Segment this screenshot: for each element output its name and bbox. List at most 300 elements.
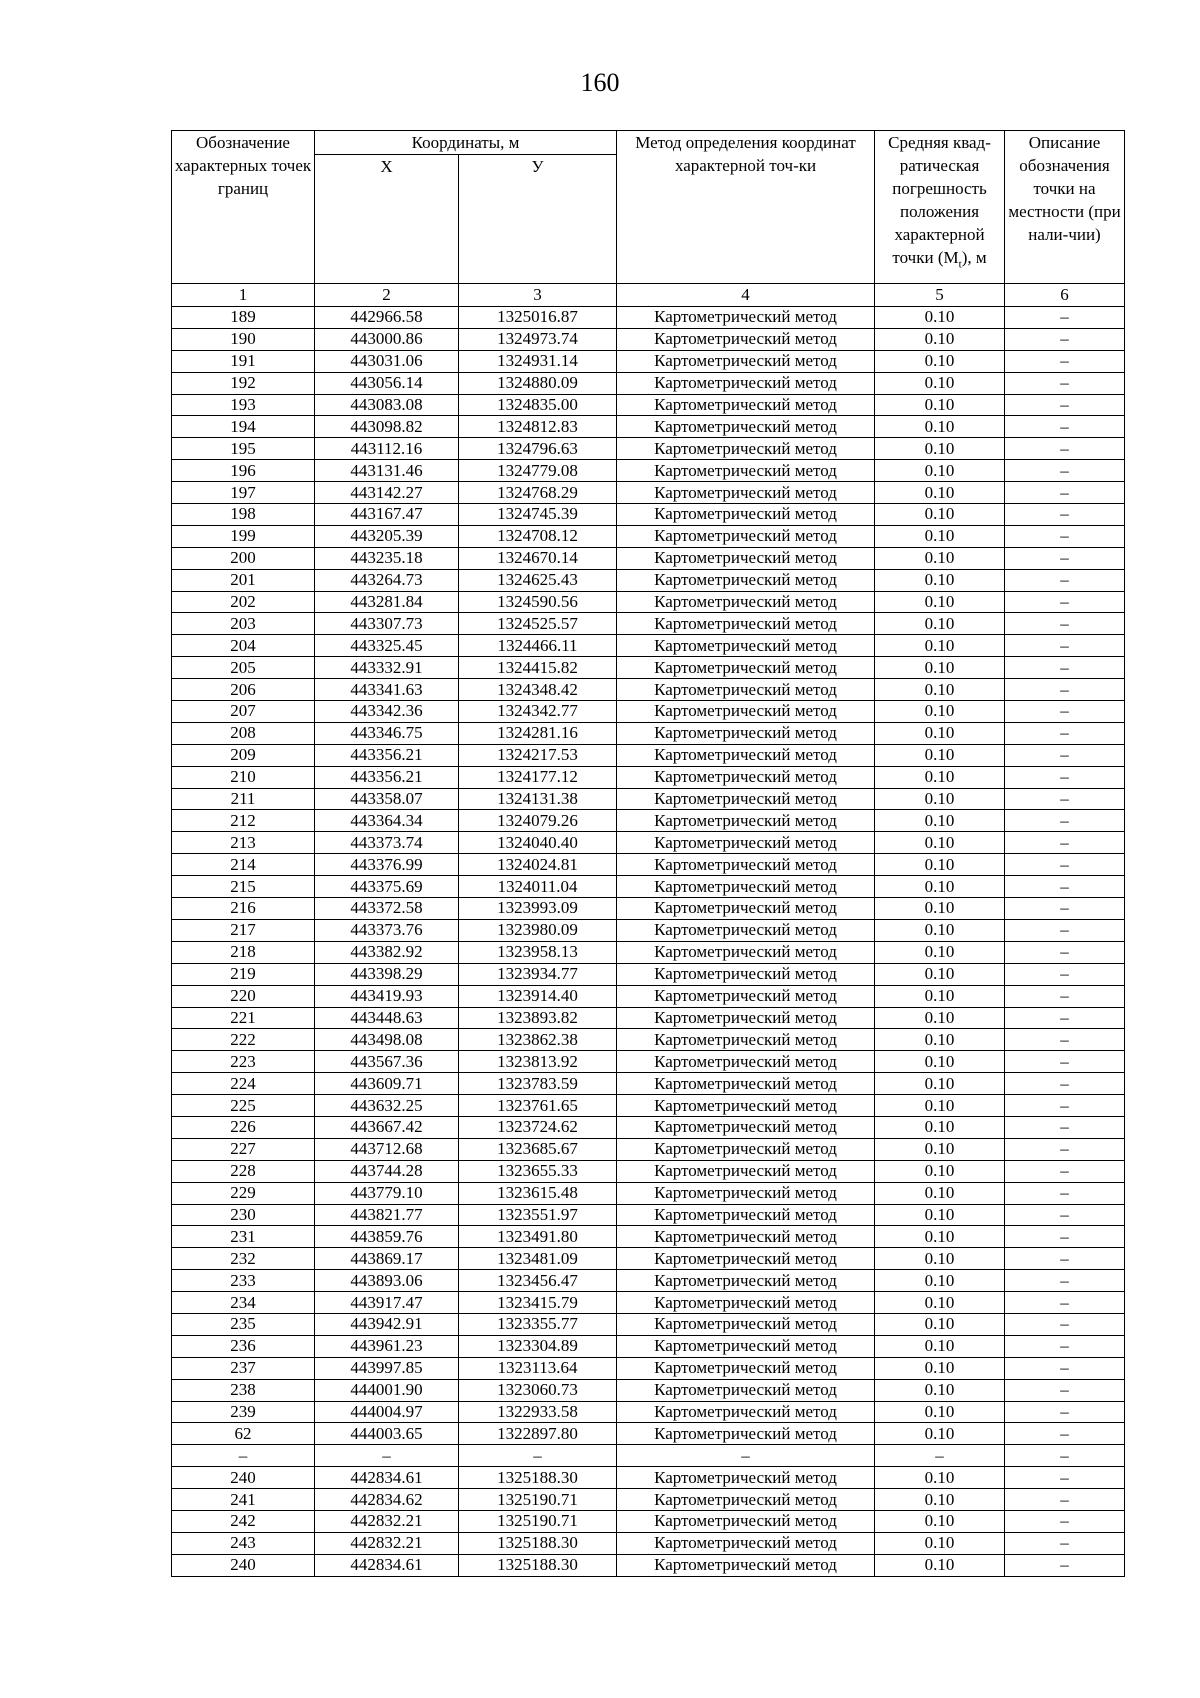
y-coordinate-cell: 1323980.09 xyxy=(459,919,617,941)
point-id-cell: 200 xyxy=(172,547,315,569)
table-row xyxy=(172,460,1125,482)
method-cell: Картометрический метод xyxy=(617,963,875,985)
point-id-cell: 216 xyxy=(172,898,315,920)
method-cell: Картометрический метод xyxy=(617,766,875,788)
table-row xyxy=(172,1510,1125,1532)
y-coordinate-cell: 1324768.29 xyxy=(459,482,617,504)
point-id-cell: 210 xyxy=(172,766,315,788)
method-cell: Картометрический метод xyxy=(617,657,875,679)
table-row xyxy=(172,1073,1125,1095)
description-cell: – xyxy=(1005,1073,1125,1095)
error-cell: 0.10 xyxy=(875,810,1005,832)
description-cell: – xyxy=(1005,766,1125,788)
y-coordinate-cell: 1324590.56 xyxy=(459,591,617,613)
description-cell: – xyxy=(1005,635,1125,657)
point-id-cell: 234 xyxy=(172,1292,315,1314)
error-cell: 0.10 xyxy=(875,1116,1005,1138)
point-id-cell: 211 xyxy=(172,788,315,810)
error-cell: 0.10 xyxy=(875,1357,1005,1379)
table-row xyxy=(172,1116,1125,1138)
table-row xyxy=(172,1160,1125,1182)
point-id-cell: 227 xyxy=(172,1138,315,1160)
error-cell: 0.10 xyxy=(875,1138,1005,1160)
x-coordinate-cell: 442834.62 xyxy=(315,1489,459,1511)
y-coordinate-cell: 1324670.14 xyxy=(459,547,617,569)
point-id-cell: 190 xyxy=(172,328,315,350)
description-cell: – xyxy=(1005,788,1125,810)
description-cell: – xyxy=(1005,613,1125,635)
point-id-cell: 243 xyxy=(172,1532,315,1554)
error-cell: 0.10 xyxy=(875,1073,1005,1095)
error-cell: 0.10 xyxy=(875,482,1005,504)
method-cell: Картометрический метод xyxy=(617,394,875,416)
method-cell: Картометрический метод xyxy=(617,1313,875,1335)
method-cell: Картометрический метод xyxy=(617,1138,875,1160)
y-coordinate-cell: 1323491.80 xyxy=(459,1226,617,1248)
x-coordinate-cell: 443448.63 xyxy=(315,1007,459,1029)
point-id-cell: 195 xyxy=(172,438,315,460)
error-cell: 0.10 xyxy=(875,635,1005,657)
x-coordinate-cell: 443744.28 xyxy=(315,1160,459,1182)
header-coordinates: Координаты, м xyxy=(315,131,617,155)
x-coordinate-cell: 444003.65 xyxy=(315,1423,459,1445)
y-coordinate-cell: 1322897.80 xyxy=(459,1423,617,1445)
error-cell: 0.10 xyxy=(875,1029,1005,1051)
x-coordinate-cell: 443000.86 xyxy=(315,328,459,350)
method-cell: Картометрический метод xyxy=(617,985,875,1007)
y-coordinate-cell: 1323655.33 xyxy=(459,1160,617,1182)
error-cell: 0.10 xyxy=(875,1335,1005,1357)
x-coordinate-cell: 443382.92 xyxy=(315,941,459,963)
method-cell: Картометрический метод xyxy=(617,504,875,526)
table-row xyxy=(172,657,1125,679)
y-coordinate-cell: 1324931.14 xyxy=(459,350,617,372)
point-id-cell: 207 xyxy=(172,701,315,723)
column-number: 1 xyxy=(172,284,315,307)
y-coordinate-cell: 1323481.09 xyxy=(459,1248,617,1270)
x-coordinate-cell: 443346.75 xyxy=(315,722,459,744)
header-mean-square-error xyxy=(875,131,1005,284)
error-cell: 0.10 xyxy=(875,1489,1005,1511)
table-row xyxy=(172,1335,1125,1357)
point-id-cell: 231 xyxy=(172,1226,315,1248)
error-cell: 0.10 xyxy=(875,1248,1005,1270)
table-row xyxy=(172,1423,1125,1445)
method-cell: Картометрический метод xyxy=(617,416,875,438)
error-cell: 0.10 xyxy=(875,504,1005,526)
table-row xyxy=(172,1357,1125,1379)
description-cell: – xyxy=(1005,328,1125,350)
y-coordinate-cell: 1324880.09 xyxy=(459,372,617,394)
table-row xyxy=(172,1182,1125,1204)
method-cell: Картометрический метод xyxy=(617,1532,875,1554)
x-coordinate-cell: 443567.36 xyxy=(315,1051,459,1073)
point-id-cell: 229 xyxy=(172,1182,315,1204)
method-cell: Картометрический метод xyxy=(617,1029,875,1051)
table-row xyxy=(172,1313,1125,1335)
table-row xyxy=(172,963,1125,985)
table-row xyxy=(172,635,1125,657)
x-coordinate-cell: 443667.42 xyxy=(315,1116,459,1138)
error-cell: 0.10 xyxy=(875,328,1005,350)
x-coordinate-cell: 443264.73 xyxy=(315,569,459,591)
method-cell: Картометрический метод xyxy=(617,372,875,394)
error-cell: 0.10 xyxy=(875,460,1005,482)
error-cell: 0.10 xyxy=(875,613,1005,635)
description-cell: – xyxy=(1005,1401,1125,1423)
header-mse-subscript: t xyxy=(958,258,962,271)
description-cell: – xyxy=(1005,416,1125,438)
x-coordinate-cell: 443398.29 xyxy=(315,963,459,985)
table-row xyxy=(172,1489,1125,1511)
description-cell: – xyxy=(1005,1226,1125,1248)
method-cell: Картометрический метод xyxy=(617,722,875,744)
x-coordinate-cell: 442834.61 xyxy=(315,1554,459,1576)
y-coordinate-cell: 1323304.89 xyxy=(459,1335,617,1357)
error-cell: 0.10 xyxy=(875,722,1005,744)
description-cell: – xyxy=(1005,744,1125,766)
x-coordinate-cell: 443859.76 xyxy=(315,1226,459,1248)
x-coordinate-cell: 443942.91 xyxy=(315,1313,459,1335)
x-coordinate-cell: 442832.21 xyxy=(315,1532,459,1554)
point-id-cell: 230 xyxy=(172,1204,315,1226)
description-cell: – xyxy=(1005,1532,1125,1554)
point-id-cell: 198 xyxy=(172,504,315,526)
error-cell: 0.10 xyxy=(875,1423,1005,1445)
description-cell: – xyxy=(1005,941,1125,963)
point-id-cell: 219 xyxy=(172,963,315,985)
description-cell: – xyxy=(1005,591,1125,613)
method-cell: Картометрический метод xyxy=(617,854,875,876)
header-method: Метод определения координат характерной точ-ки xyxy=(617,131,875,284)
description-cell: – xyxy=(1005,701,1125,723)
table-row xyxy=(172,569,1125,591)
method-cell: Картометрический метод xyxy=(617,1095,875,1117)
error-cell: 0.10 xyxy=(875,701,1005,723)
y-coordinate-cell: 1323893.82 xyxy=(459,1007,617,1029)
y-coordinate-cell: 1323060.73 xyxy=(459,1379,617,1401)
description-cell: – xyxy=(1005,525,1125,547)
y-coordinate-cell: 1324342.77 xyxy=(459,701,617,723)
description-cell: – xyxy=(1005,1007,1125,1029)
error-cell: 0.10 xyxy=(875,919,1005,941)
x-coordinate-cell: 443375.69 xyxy=(315,876,459,898)
method-cell: Картометрический метод xyxy=(617,635,875,657)
x-coordinate-cell: 443056.14 xyxy=(315,372,459,394)
header-y: У xyxy=(459,155,617,284)
table-row xyxy=(172,788,1125,810)
table-row xyxy=(172,941,1125,963)
point-id-cell: 235 xyxy=(172,1313,315,1335)
description-cell: – xyxy=(1005,394,1125,416)
table-row xyxy=(172,504,1125,526)
y-coordinate-cell: 1324466.11 xyxy=(459,635,617,657)
x-coordinate-cell: 442832.21 xyxy=(315,1510,459,1532)
error-cell: 0.10 xyxy=(875,372,1005,394)
description-cell: – xyxy=(1005,1379,1125,1401)
y-coordinate-cell: 1324040.40 xyxy=(459,832,617,854)
description-cell: – xyxy=(1005,1138,1125,1160)
method-cell: Картометрический метод xyxy=(617,1051,875,1073)
x-coordinate-cell: 443341.63 xyxy=(315,679,459,701)
method-cell: Картометрический метод xyxy=(617,744,875,766)
method-cell: Картометрический метод xyxy=(617,613,875,635)
y-coordinate-cell: 1323551.97 xyxy=(459,1204,617,1226)
table-row xyxy=(172,1095,1125,1117)
method-cell: Картометрический метод xyxy=(617,350,875,372)
description-cell: – xyxy=(1005,985,1125,1007)
table-row xyxy=(172,985,1125,1007)
method-cell: Картометрический метод xyxy=(617,788,875,810)
x-coordinate-cell: 444004.97 xyxy=(315,1401,459,1423)
column-number: 5 xyxy=(875,284,1005,307)
x-coordinate-cell: 443167.47 xyxy=(315,504,459,526)
point-id-cell: 239 xyxy=(172,1401,315,1423)
table-row xyxy=(172,876,1125,898)
error-cell: 0.10 xyxy=(875,394,1005,416)
table-row xyxy=(172,832,1125,854)
error-cell: 0.10 xyxy=(875,591,1005,613)
y-coordinate-cell: 1324812.83 xyxy=(459,416,617,438)
method-cell: Картометрический метод xyxy=(617,1510,875,1532)
x-coordinate-cell: 443961.23 xyxy=(315,1335,459,1357)
error-cell: – xyxy=(875,1445,1005,1467)
method-cell: Картометрический метод xyxy=(617,1007,875,1029)
point-id-cell: 226 xyxy=(172,1116,315,1138)
table-row xyxy=(172,547,1125,569)
method-cell: Картометрический метод xyxy=(617,460,875,482)
description-cell: – xyxy=(1005,1445,1125,1467)
point-id-cell: 204 xyxy=(172,635,315,657)
description-cell: – xyxy=(1005,1204,1125,1226)
error-cell: 0.10 xyxy=(875,1270,1005,1292)
method-cell: Картометрический метод xyxy=(617,832,875,854)
description-cell: – xyxy=(1005,350,1125,372)
description-cell: – xyxy=(1005,854,1125,876)
y-coordinate-cell: 1324708.12 xyxy=(459,525,617,547)
table-row xyxy=(172,854,1125,876)
table-row xyxy=(172,898,1125,920)
error-cell: 0.10 xyxy=(875,1532,1005,1554)
method-cell: Картометрический метод xyxy=(617,1182,875,1204)
point-id-cell: 194 xyxy=(172,416,315,438)
x-coordinate-cell: 443235.18 xyxy=(315,547,459,569)
error-cell: 0.10 xyxy=(875,788,1005,810)
y-coordinate-cell: 1323415.79 xyxy=(459,1292,617,1314)
point-id-cell: 241 xyxy=(172,1489,315,1511)
x-coordinate-cell: 443325.45 xyxy=(315,635,459,657)
y-coordinate-cell: 1324281.16 xyxy=(459,722,617,744)
description-cell: – xyxy=(1005,963,1125,985)
error-cell: 0.10 xyxy=(875,832,1005,854)
coordinates-table xyxy=(171,130,1125,1577)
point-id-cell: 193 xyxy=(172,394,315,416)
error-cell: 0.10 xyxy=(875,1204,1005,1226)
method-cell: Картометрический метод xyxy=(617,547,875,569)
point-id-cell: 238 xyxy=(172,1379,315,1401)
x-coordinate-cell: 443893.06 xyxy=(315,1270,459,1292)
error-cell: 0.10 xyxy=(875,963,1005,985)
description-cell: – xyxy=(1005,722,1125,744)
method-cell: Картометрический метод xyxy=(617,876,875,898)
method-cell: Картометрический метод xyxy=(617,701,875,723)
description-cell: – xyxy=(1005,1489,1125,1511)
y-coordinate-cell: 1324796.63 xyxy=(459,438,617,460)
method-cell: Картометрический метод xyxy=(617,919,875,941)
method-cell: Картометрический метод xyxy=(617,591,875,613)
description-cell: – xyxy=(1005,1554,1125,1576)
description-cell: – xyxy=(1005,460,1125,482)
y-coordinate-cell: 1323934.77 xyxy=(459,963,617,985)
point-id-cell: 212 xyxy=(172,810,315,832)
method-cell: Картометрический метод xyxy=(617,1073,875,1095)
y-coordinate-cell: 1325188.30 xyxy=(459,1467,617,1489)
point-id-cell: 214 xyxy=(172,854,315,876)
point-id-cell: 232 xyxy=(172,1248,315,1270)
description-cell: – xyxy=(1005,898,1125,920)
y-coordinate-cell: 1323355.77 xyxy=(459,1313,617,1335)
method-cell: Картометрический метод xyxy=(617,1335,875,1357)
method-cell: Картометрический метод xyxy=(617,438,875,460)
description-cell: – xyxy=(1005,1313,1125,1335)
point-id-cell: 213 xyxy=(172,832,315,854)
point-id-cell: 201 xyxy=(172,569,315,591)
point-id-cell: 218 xyxy=(172,941,315,963)
method-cell: Картометрический метод xyxy=(617,307,875,329)
method-cell: Картометрический метод xyxy=(617,1554,875,1576)
method-cell: Картометрический метод xyxy=(617,569,875,591)
point-id-cell: 225 xyxy=(172,1095,315,1117)
point-id-cell: – xyxy=(172,1445,315,1467)
x-coordinate-cell: 443356.21 xyxy=(315,766,459,788)
x-coordinate-cell: 443376.99 xyxy=(315,854,459,876)
table-row xyxy=(172,1401,1125,1423)
method-cell: Картометрический метод xyxy=(617,525,875,547)
method-cell: Картометрический метод xyxy=(617,1226,875,1248)
y-coordinate-cell: 1325190.71 xyxy=(459,1489,617,1511)
description-cell: – xyxy=(1005,1510,1125,1532)
error-cell: 0.10 xyxy=(875,1510,1005,1532)
description-cell: – xyxy=(1005,1335,1125,1357)
x-coordinate-cell: 443821.77 xyxy=(315,1204,459,1226)
error-cell: 0.10 xyxy=(875,1226,1005,1248)
description-cell: – xyxy=(1005,307,1125,329)
point-id-cell: 197 xyxy=(172,482,315,504)
method-cell: Картометрический метод xyxy=(617,1467,875,1489)
point-id-cell: 208 xyxy=(172,722,315,744)
method-cell: Картометрический метод xyxy=(617,1489,875,1511)
x-coordinate-cell: 443419.93 xyxy=(315,985,459,1007)
table-row xyxy=(172,744,1125,766)
x-coordinate-cell: 443031.06 xyxy=(315,350,459,372)
error-cell: 0.10 xyxy=(875,898,1005,920)
y-coordinate-cell: 1323761.65 xyxy=(459,1095,617,1117)
point-id-cell: 220 xyxy=(172,985,315,1007)
table-row xyxy=(172,1532,1125,1554)
x-coordinate-cell: 443632.25 xyxy=(315,1095,459,1117)
error-cell: 0.10 xyxy=(875,1007,1005,1029)
method-cell: Картометрический метод xyxy=(617,1357,875,1379)
point-id-cell: 203 xyxy=(172,613,315,635)
method-cell: Картометрический метод xyxy=(617,810,875,832)
error-cell: 0.10 xyxy=(875,1095,1005,1117)
y-coordinate-cell: 1324024.81 xyxy=(459,854,617,876)
y-coordinate-cell: 1325188.30 xyxy=(459,1532,617,1554)
x-coordinate-cell: 443142.27 xyxy=(315,482,459,504)
error-cell: 0.10 xyxy=(875,744,1005,766)
error-cell: 0.10 xyxy=(875,854,1005,876)
x-coordinate-cell: 443083.08 xyxy=(315,394,459,416)
error-cell: 0.10 xyxy=(875,307,1005,329)
y-coordinate-cell: 1324079.26 xyxy=(459,810,617,832)
description-cell: – xyxy=(1005,1095,1125,1117)
description-cell: – xyxy=(1005,482,1125,504)
point-id-cell: 196 xyxy=(172,460,315,482)
method-cell: Картометрический метод xyxy=(617,1160,875,1182)
y-coordinate-cell: 1325190.71 xyxy=(459,1510,617,1532)
method-cell: Картометрический метод xyxy=(617,482,875,504)
y-coordinate-cell: 1324177.12 xyxy=(459,766,617,788)
point-id-cell: 217 xyxy=(172,919,315,941)
method-cell: Картометрический метод xyxy=(617,898,875,920)
method-cell: – xyxy=(617,1445,875,1467)
description-cell: – xyxy=(1005,438,1125,460)
table-row xyxy=(172,766,1125,788)
x-coordinate-cell: 443131.46 xyxy=(315,460,459,482)
y-coordinate-cell: 1324348.42 xyxy=(459,679,617,701)
description-cell: – xyxy=(1005,372,1125,394)
method-cell: Картометрический метод xyxy=(617,1423,875,1445)
y-coordinate-cell: 1324011.04 xyxy=(459,876,617,898)
method-cell: Картометрический метод xyxy=(617,1204,875,1226)
table-row xyxy=(172,1029,1125,1051)
header-description: Описание обозначения точки на местности (при нали-чии) xyxy=(1005,131,1125,284)
error-cell: 0.10 xyxy=(875,1313,1005,1335)
error-cell: 0.10 xyxy=(875,1160,1005,1182)
description-cell: – xyxy=(1005,547,1125,569)
column-number: 3 xyxy=(459,284,617,307)
column-number: 2 xyxy=(315,284,459,307)
error-cell: 0.10 xyxy=(875,679,1005,701)
x-coordinate-cell: 443779.10 xyxy=(315,1182,459,1204)
method-cell: Картометрический метод xyxy=(617,1248,875,1270)
error-cell: 0.10 xyxy=(875,569,1005,591)
description-cell: – xyxy=(1005,810,1125,832)
y-coordinate-cell: 1324525.57 xyxy=(459,613,617,635)
description-cell: – xyxy=(1005,679,1125,701)
x-coordinate-cell: 444001.90 xyxy=(315,1379,459,1401)
description-cell: – xyxy=(1005,876,1125,898)
error-cell: 0.10 xyxy=(875,525,1005,547)
y-coordinate-cell: 1323813.92 xyxy=(459,1051,617,1073)
method-cell: Картометрический метод xyxy=(617,1270,875,1292)
x-coordinate-cell: 443498.08 xyxy=(315,1029,459,1051)
y-coordinate-cell: 1323685.67 xyxy=(459,1138,617,1160)
method-cell: Картометрический метод xyxy=(617,679,875,701)
y-coordinate-cell: 1325188.30 xyxy=(459,1554,617,1576)
method-cell: Картометрический метод xyxy=(617,1116,875,1138)
x-coordinate-cell: 443332.91 xyxy=(315,657,459,679)
point-id-cell: 237 xyxy=(172,1357,315,1379)
y-coordinate-cell: 1324835.00 xyxy=(459,394,617,416)
y-coordinate-cell: 1323914.40 xyxy=(459,985,617,1007)
point-id-cell: 62 xyxy=(172,1423,315,1445)
table-row xyxy=(172,1138,1125,1160)
y-coordinate-cell: 1323862.38 xyxy=(459,1029,617,1051)
x-coordinate-cell: 443342.36 xyxy=(315,701,459,723)
point-id-cell: 240 xyxy=(172,1554,315,1576)
table-row xyxy=(172,1226,1125,1248)
